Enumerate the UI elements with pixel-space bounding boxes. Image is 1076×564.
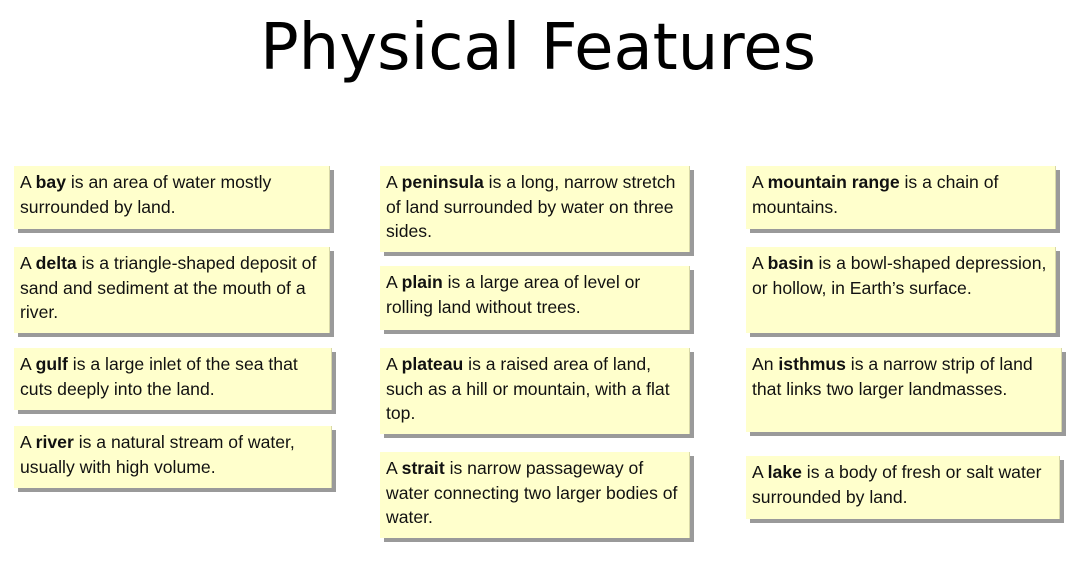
card-definition: is narrow passageway of water connecting two larger bodies of water. bbox=[386, 458, 678, 527]
card-article: A bbox=[386, 272, 402, 292]
card-term: peninsula bbox=[401, 172, 484, 192]
card-term: isthmus bbox=[778, 354, 846, 374]
card-term: lake bbox=[767, 462, 802, 482]
definition-card-peninsula bbox=[380, 166, 690, 252]
definition-card-gulf bbox=[14, 348, 332, 410]
card-definition: is a body of fresh or salt water surrounded by land. bbox=[752, 462, 1042, 507]
card-definition: is a triangle-shaped deposit of sand and sediment at the mouth of a river. bbox=[20, 253, 317, 322]
card-definition: is a bowl-shaped depression, or hollow, in Earth’s surface. bbox=[752, 253, 1047, 298]
card-article: A bbox=[386, 172, 402, 192]
definition-card-river bbox=[14, 426, 332, 488]
card-term: mountain range bbox=[767, 172, 900, 192]
card-article: A bbox=[386, 354, 402, 374]
card-term: basin bbox=[767, 253, 814, 273]
card-definition: is a large area of level or rolling land without trees. bbox=[386, 272, 641, 317]
card-article: A bbox=[752, 172, 768, 192]
card-term: plain bbox=[401, 272, 443, 292]
definition-card-mountain-range bbox=[746, 166, 1056, 229]
card-term: strait bbox=[401, 458, 445, 478]
definition-card-strait bbox=[380, 452, 690, 538]
card-definition: is a raised area of land, such as a hill or mountain, with a flat top. bbox=[386, 354, 670, 423]
definition-card-plateau bbox=[380, 348, 690, 434]
page-title: Physical Features bbox=[260, 11, 816, 85]
card-term: bay bbox=[35, 172, 66, 192]
card-article: A bbox=[20, 432, 36, 452]
card-definition: is a chain of mountains. bbox=[752, 172, 999, 217]
card-definition: is an area of water mostly surrounded by land. bbox=[20, 172, 272, 217]
definition-card-basin bbox=[746, 247, 1056, 333]
card-article: A bbox=[752, 253, 768, 273]
card-article: A bbox=[20, 354, 36, 374]
card-article: A bbox=[752, 462, 768, 482]
card-definition: is a natural stream of water, usually with high volume. bbox=[20, 432, 295, 477]
card-article: A bbox=[386, 458, 402, 478]
card-definition: is a narrow strip of land that links two larger landmasses. bbox=[752, 354, 1033, 399]
definition-card-plain bbox=[380, 266, 690, 330]
card-article: A bbox=[20, 253, 36, 273]
card-term: delta bbox=[35, 253, 77, 273]
card-article: A bbox=[20, 172, 36, 192]
card-term: river bbox=[35, 432, 74, 452]
card-term: plateau bbox=[401, 354, 464, 374]
card-article: An bbox=[752, 354, 779, 374]
definition-card-delta bbox=[14, 247, 330, 333]
definition-card-lake bbox=[746, 456, 1060, 519]
card-definition: is a large inlet of the sea that cuts deeply into the land. bbox=[20, 354, 298, 399]
card-definition: is a long, narrow stretch of land surrounded by water on three sides. bbox=[386, 172, 676, 241]
card-term: gulf bbox=[35, 354, 68, 374]
definition-card-isthmus bbox=[746, 348, 1062, 432]
definition-card-bay bbox=[14, 166, 330, 229]
